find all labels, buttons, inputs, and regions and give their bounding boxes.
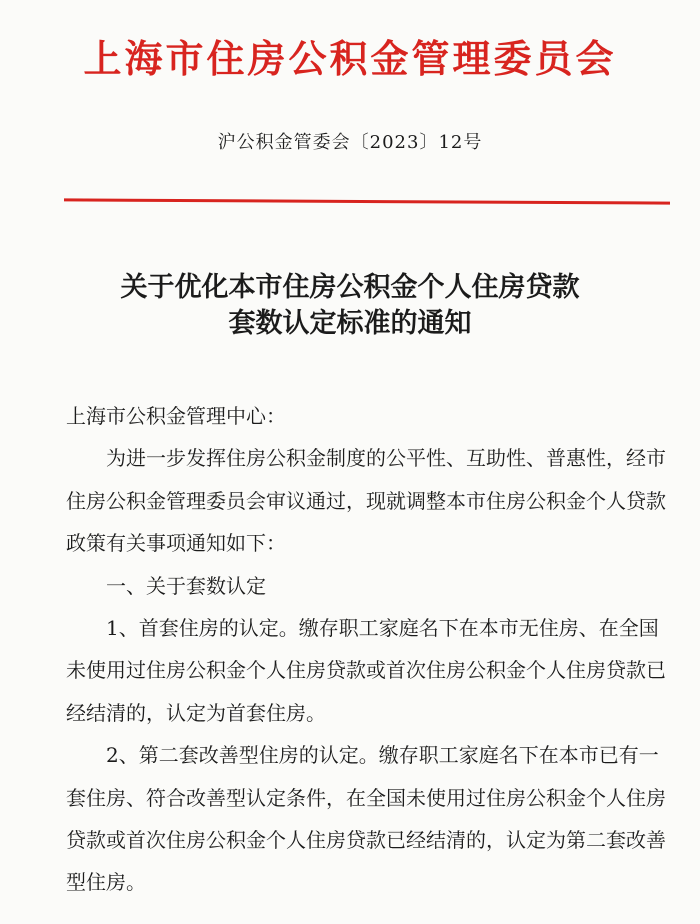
body-paragraph-intro: 为进一步发挥住房公积金制度的公平性、互助性、普惠性，经市住房公积金管理委员会审议通过，现就调整本市住房公积金个人贷款政策有关事项通知如下：	[66, 446, 666, 556]
issuer-header: 上海市住房公积金管理委员会	[83, 37, 617, 81]
document-title	[0, 270, 700, 342]
title-line-2: 套数认定标准的通知	[228, 308, 472, 339]
red-divider-line	[64, 198, 670, 204]
title-line-1: 关于优化本市住房公积金个人住房贷款	[120, 272, 580, 303]
body-paragraph-second-home: 2、第二套改善型住房的认定。缴存职工家庭名下在本市已有一套住房、符合改善型认定条件，在全国未使用过住房公积金个人住房贷款或首次住房公积金个人住房贷款已经结清的，认定为第二套改善型住房。	[66, 743, 666, 895]
document-body	[66, 395, 666, 904]
salutation: 上海市公积金管理中心：	[66, 404, 286, 428]
section-heading: 一、关于套数认定	[106, 573, 266, 598]
document-number: 沪公积金管委会〔2023〕12号	[217, 132, 483, 153]
body-paragraph-first-home: 1、首套住房的认定。缴存职工家庭名下在本市无住房、在全国未使用过住房公积金个人住房贷款或首次住房公积金个人住房贷款已经结清的，认定为首套住房。	[66, 616, 666, 725]
